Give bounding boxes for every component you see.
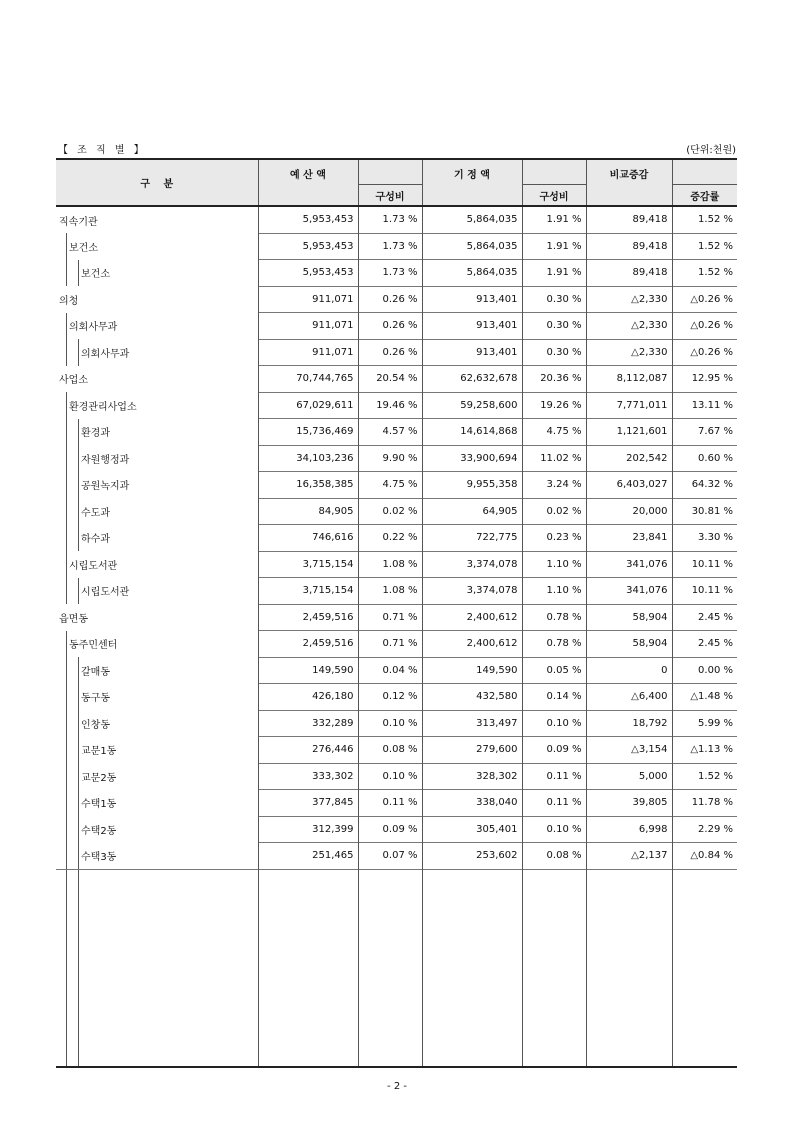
existing-cell: 722,775 bbox=[422, 525, 522, 552]
category-cell bbox=[56, 790, 258, 817]
header-budget-ratio: 구성비 bbox=[358, 185, 422, 207]
existing-ratio-cell: 0.08 % bbox=[522, 843, 586, 870]
existing-ratio-cell: 0.14 % bbox=[522, 684, 586, 711]
category-cell bbox=[56, 551, 258, 578]
filler-row bbox=[56, 869, 737, 1067]
budget-cell: 70,744,765 bbox=[258, 366, 358, 393]
filler-category-cell bbox=[56, 869, 258, 1067]
rate-cell: △0.26 % bbox=[672, 313, 737, 340]
existing-ratio-cell: 0.02 % bbox=[522, 498, 586, 525]
category-cell bbox=[56, 816, 258, 843]
category-cell bbox=[56, 604, 258, 631]
table-row bbox=[56, 604, 737, 631]
category-label: 직속기관 bbox=[59, 216, 98, 228]
category-cell bbox=[56, 260, 258, 287]
table-row bbox=[56, 578, 737, 605]
diff-cell: △3,154 bbox=[586, 737, 672, 764]
existing-ratio-cell: 0.30 % bbox=[522, 339, 586, 366]
existing-ratio-cell: 20.36 % bbox=[522, 366, 586, 393]
filler-cell bbox=[522, 869, 586, 1067]
category-label: 수택3동 bbox=[81, 852, 117, 863]
budget-ratio-cell: 1.73 % bbox=[358, 206, 422, 233]
section-title: 【 조 직 별 】 bbox=[58, 145, 147, 156]
header-diff-rate: 증감률 bbox=[672, 185, 737, 207]
existing-cell: 913,401 bbox=[422, 339, 522, 366]
existing-cell: 338,040 bbox=[422, 790, 522, 817]
category-label: 의청 bbox=[59, 295, 79, 307]
existing-ratio-cell: 0.11 % bbox=[522, 790, 586, 817]
category-cell bbox=[56, 498, 258, 525]
category-label: 공원녹지과 bbox=[81, 481, 130, 493]
existing-cell: 59,258,600 bbox=[422, 392, 522, 419]
rate-cell: 10.11 % bbox=[672, 578, 737, 605]
budget-cell: 911,071 bbox=[258, 286, 358, 313]
budget-cell: 2,459,516 bbox=[258, 604, 358, 631]
unit-label: (단위:천원) bbox=[686, 145, 736, 156]
budget-table bbox=[56, 158, 737, 1068]
diff-cell: 89,418 bbox=[586, 233, 672, 260]
filler-cell bbox=[258, 869, 358, 1067]
category-label: 읍면동 bbox=[59, 613, 88, 625]
budget-ratio-cell: 1.73 % bbox=[358, 260, 422, 287]
rate-cell: 1.52 % bbox=[672, 260, 737, 287]
budget-cell: 377,845 bbox=[258, 790, 358, 817]
budget-cell: 5,953,453 bbox=[258, 260, 358, 287]
diff-cell: 6,998 bbox=[586, 816, 672, 843]
rate-cell: △0.84 % bbox=[672, 843, 737, 870]
table-row bbox=[56, 472, 737, 499]
category-cell bbox=[56, 684, 258, 711]
category-cell bbox=[56, 419, 258, 446]
header-category: 구 분 bbox=[56, 159, 258, 206]
rate-cell: △0.26 % bbox=[672, 339, 737, 366]
rate-cell: 13.11 % bbox=[672, 392, 737, 419]
existing-cell: 279,600 bbox=[422, 737, 522, 764]
category-cell bbox=[56, 366, 258, 393]
category-cell bbox=[56, 763, 258, 790]
budget-cell: 911,071 bbox=[258, 339, 358, 366]
diff-cell: △2,137 bbox=[586, 843, 672, 870]
table-row bbox=[56, 525, 737, 552]
category-label: 의회사무과 bbox=[81, 348, 130, 360]
category-label: 수택1동 bbox=[81, 799, 117, 811]
budget-ratio-cell: 0.10 % bbox=[358, 763, 422, 790]
table-row bbox=[56, 233, 737, 260]
existing-ratio-cell: 4.75 % bbox=[522, 419, 586, 446]
budget-cell: 5,953,453 bbox=[258, 206, 358, 233]
category-cell bbox=[56, 843, 258, 870]
diff-cell: △2,330 bbox=[586, 286, 672, 313]
existing-cell: 2,400,612 bbox=[422, 631, 522, 658]
table-row bbox=[56, 366, 737, 393]
table-row bbox=[56, 710, 737, 737]
category-label: 동주민센터 bbox=[69, 640, 118, 652]
existing-ratio-cell: 0.78 % bbox=[522, 631, 586, 658]
category-label: 시립도서관 bbox=[81, 587, 130, 599]
existing-cell: 2,400,612 bbox=[422, 604, 522, 631]
budget-ratio-cell: 0.02 % bbox=[358, 498, 422, 525]
existing-ratio-cell: 11.02 % bbox=[522, 445, 586, 472]
budget-cell: 16,358,385 bbox=[258, 472, 358, 499]
category-cell bbox=[56, 313, 258, 340]
budget-ratio-cell: 0.12 % bbox=[358, 684, 422, 711]
budget-ratio-cell: 0.71 % bbox=[358, 631, 422, 658]
category-cell bbox=[56, 206, 258, 233]
budget-cell: 2,459,516 bbox=[258, 631, 358, 658]
budget-ratio-cell: 0.22 % bbox=[358, 525, 422, 552]
existing-ratio-cell: 0.30 % bbox=[522, 286, 586, 313]
rate-cell: 2.29 % bbox=[672, 816, 737, 843]
existing-ratio-cell: 1.10 % bbox=[522, 578, 586, 605]
rate-cell: 1.52 % bbox=[672, 206, 737, 233]
diff-cell: 1,121,601 bbox=[586, 419, 672, 446]
budget-ratio-cell: 0.10 % bbox=[358, 710, 422, 737]
existing-cell: 313,497 bbox=[422, 710, 522, 737]
rate-cell: 10.11 % bbox=[672, 551, 737, 578]
table-row bbox=[56, 763, 737, 790]
diff-cell: 39,805 bbox=[586, 790, 672, 817]
category-label: 하수과 bbox=[81, 534, 110, 546]
budget-cell: 251,465 bbox=[258, 843, 358, 870]
existing-cell: 5,864,035 bbox=[422, 206, 522, 233]
budget-ratio-cell: 1.08 % bbox=[358, 578, 422, 605]
existing-cell: 3,374,078 bbox=[422, 551, 522, 578]
budget-ratio-cell: 4.57 % bbox=[358, 419, 422, 446]
rate-cell: 64.32 % bbox=[672, 472, 737, 499]
existing-cell: 5,864,035 bbox=[422, 233, 522, 260]
diff-cell: 58,904 bbox=[586, 604, 672, 631]
budget-ratio-cell: 9.90 % bbox=[358, 445, 422, 472]
rate-cell: 7.67 % bbox=[672, 419, 737, 446]
category-cell bbox=[56, 233, 258, 260]
budget-cell: 3,715,154 bbox=[258, 578, 358, 605]
category-cell bbox=[56, 737, 258, 764]
header-diff: 비교증감 bbox=[586, 159, 672, 206]
budget-ratio-cell: 1.73 % bbox=[358, 233, 422, 260]
existing-cell: 913,401 bbox=[422, 313, 522, 340]
budget-cell: 34,103,236 bbox=[258, 445, 358, 472]
category-label: 보건소 bbox=[81, 269, 110, 281]
existing-cell: 328,302 bbox=[422, 763, 522, 790]
budget-ratio-cell: 0.26 % bbox=[358, 339, 422, 366]
rate-cell: △1.13 % bbox=[672, 737, 737, 764]
budget-cell: 15,736,469 bbox=[258, 419, 358, 446]
existing-ratio-cell: 0.09 % bbox=[522, 737, 586, 764]
page-number: - 2 - bbox=[387, 1081, 407, 1092]
table-row bbox=[56, 445, 737, 472]
diff-cell: 89,418 bbox=[586, 260, 672, 287]
existing-ratio-cell: 0.23 % bbox=[522, 525, 586, 552]
budget-cell: 911,071 bbox=[258, 313, 358, 340]
table-row bbox=[56, 498, 737, 525]
budget-cell: 67,029,611 bbox=[258, 392, 358, 419]
header-existing: 기 정 액 bbox=[422, 159, 522, 206]
existing-ratio-cell: 1.91 % bbox=[522, 260, 586, 287]
table-row bbox=[56, 551, 737, 578]
budget-cell: 3,715,154 bbox=[258, 551, 358, 578]
table-row bbox=[56, 206, 737, 233]
rate-cell: 30.81 % bbox=[672, 498, 737, 525]
diff-cell: 58,904 bbox=[586, 631, 672, 658]
budget-cell: 332,289 bbox=[258, 710, 358, 737]
existing-cell: 149,590 bbox=[422, 657, 522, 684]
header-budget: 예 산 액 bbox=[258, 159, 358, 206]
existing-ratio-cell: 3.24 % bbox=[522, 472, 586, 499]
diff-cell: 18,792 bbox=[586, 710, 672, 737]
category-label: 교문1동 bbox=[81, 746, 117, 758]
budget-ratio-cell: 0.04 % bbox=[358, 657, 422, 684]
diff-cell: △6,400 bbox=[586, 684, 672, 711]
existing-ratio-cell: 1.10 % bbox=[522, 551, 586, 578]
existing-ratio-cell: 1.91 % bbox=[522, 233, 586, 260]
diff-cell: 7,771,011 bbox=[586, 392, 672, 419]
table-row bbox=[56, 339, 737, 366]
diff-cell: 341,076 bbox=[586, 551, 672, 578]
category-cell bbox=[56, 631, 258, 658]
table-row bbox=[56, 816, 737, 843]
budget-ratio-cell: 20.54 % bbox=[358, 366, 422, 393]
diff-cell: 8,112,087 bbox=[586, 366, 672, 393]
category-cell bbox=[56, 392, 258, 419]
existing-cell: 253,602 bbox=[422, 843, 522, 870]
table-row bbox=[56, 737, 737, 764]
diff-cell: △2,330 bbox=[586, 339, 672, 366]
existing-cell: 62,632,678 bbox=[422, 366, 522, 393]
filler-cell bbox=[672, 869, 737, 1067]
existing-cell: 305,401 bbox=[422, 816, 522, 843]
rate-cell: 0.60 % bbox=[672, 445, 737, 472]
existing-cell: 913,401 bbox=[422, 286, 522, 313]
existing-cell: 5,864,035 bbox=[422, 260, 522, 287]
rate-cell: △1.48 % bbox=[672, 684, 737, 711]
category-label: 보건소 bbox=[69, 242, 98, 254]
budget-ratio-cell: 0.26 % bbox=[358, 286, 422, 313]
category-cell bbox=[56, 525, 258, 552]
category-cell bbox=[56, 445, 258, 472]
category-label: 수도과 bbox=[81, 507, 110, 519]
category-label: 사업소 bbox=[59, 375, 88, 387]
table-row bbox=[56, 419, 737, 446]
existing-cell: 432,580 bbox=[422, 684, 522, 711]
budget-ratio-cell: 0.07 % bbox=[358, 843, 422, 870]
existing-cell: 64,905 bbox=[422, 498, 522, 525]
table-row bbox=[56, 286, 737, 313]
category-label: 시립도서관 bbox=[69, 560, 118, 572]
category-label: 환경과 bbox=[81, 428, 110, 440]
budget-cell: 746,616 bbox=[258, 525, 358, 552]
diff-cell: 202,542 bbox=[586, 445, 672, 472]
diff-cell: 341,076 bbox=[586, 578, 672, 605]
budget-cell: 84,905 bbox=[258, 498, 358, 525]
existing-cell: 9,955,358 bbox=[422, 472, 522, 499]
budget-cell: 333,302 bbox=[258, 763, 358, 790]
rate-cell: 2.45 % bbox=[672, 604, 737, 631]
existing-ratio-cell: 0.10 % bbox=[522, 816, 586, 843]
budget-ratio-cell: 0.11 % bbox=[358, 790, 422, 817]
category-label: 자원행정과 bbox=[81, 454, 130, 466]
budget-ratio-cell: 19.46 % bbox=[358, 392, 422, 419]
budget-ratio-cell: 0.09 % bbox=[358, 816, 422, 843]
budget-cell: 426,180 bbox=[258, 684, 358, 711]
rate-cell: 12.95 % bbox=[672, 366, 737, 393]
diff-cell: 23,841 bbox=[586, 525, 672, 552]
existing-ratio-cell: 1.91 % bbox=[522, 206, 586, 233]
header-existing-ratio: 구성비 bbox=[522, 185, 586, 207]
diff-cell: 5,000 bbox=[586, 763, 672, 790]
rate-cell: 1.52 % bbox=[672, 233, 737, 260]
rate-cell: 0.00 % bbox=[672, 657, 737, 684]
filler-cell bbox=[358, 869, 422, 1067]
existing-ratio-cell: 0.10 % bbox=[522, 710, 586, 737]
table-row bbox=[56, 631, 737, 658]
rate-cell: 3.30 % bbox=[672, 525, 737, 552]
diff-cell: 89,418 bbox=[586, 206, 672, 233]
diff-cell: 6,403,027 bbox=[586, 472, 672, 499]
rate-cell: 2.45 % bbox=[672, 631, 737, 658]
existing-cell: 33,900,694 bbox=[422, 445, 522, 472]
category-label: 인창동 bbox=[81, 719, 110, 731]
category-label: 수택2동 bbox=[81, 825, 117, 837]
budget-cell: 5,953,453 bbox=[258, 233, 358, 260]
rate-cell: 1.52 % bbox=[672, 763, 737, 790]
budget-ratio-cell: 0.08 % bbox=[358, 737, 422, 764]
table-row bbox=[56, 790, 737, 817]
category-cell bbox=[56, 472, 258, 499]
budget-ratio-cell: 1.08 % bbox=[358, 551, 422, 578]
existing-cell: 3,374,078 bbox=[422, 578, 522, 605]
category-cell bbox=[56, 657, 258, 684]
category-label: 갈매동 bbox=[81, 666, 110, 678]
rate-cell: 11.78 % bbox=[672, 790, 737, 817]
existing-ratio-cell: 0.11 % bbox=[522, 763, 586, 790]
budget-ratio-cell: 0.26 % bbox=[358, 313, 422, 340]
table-row bbox=[56, 684, 737, 711]
table-row bbox=[56, 260, 737, 287]
existing-ratio-cell: 0.05 % bbox=[522, 657, 586, 684]
table-row bbox=[56, 657, 737, 684]
existing-ratio-cell: 0.78 % bbox=[522, 604, 586, 631]
budget-ratio-cell: 0.71 % bbox=[358, 604, 422, 631]
category-label: 교문2동 bbox=[81, 772, 117, 784]
diff-cell: 20,000 bbox=[586, 498, 672, 525]
existing-ratio-cell: 0.30 % bbox=[522, 313, 586, 340]
existing-ratio-cell: 19.26 % bbox=[522, 392, 586, 419]
filler-cell bbox=[586, 869, 672, 1067]
category-cell bbox=[56, 339, 258, 366]
table-row bbox=[56, 313, 737, 340]
table-row bbox=[56, 843, 737, 870]
rate-cell: △0.26 % bbox=[672, 286, 737, 313]
category-cell bbox=[56, 286, 258, 313]
existing-cell: 14,614,868 bbox=[422, 419, 522, 446]
filler-cell bbox=[422, 869, 522, 1067]
category-cell bbox=[56, 710, 258, 737]
rate-cell: 5.99 % bbox=[672, 710, 737, 737]
category-label: 환경관리사업소 bbox=[69, 401, 137, 413]
budget-cell: 312,399 bbox=[258, 816, 358, 843]
category-label: 동구동 bbox=[81, 693, 110, 705]
table-row bbox=[56, 392, 737, 419]
budget-cell: 276,446 bbox=[258, 737, 358, 764]
diff-cell: 0 bbox=[586, 657, 672, 684]
category-cell bbox=[56, 578, 258, 605]
budget-cell: 149,590 bbox=[258, 657, 358, 684]
budget-ratio-cell: 4.75 % bbox=[358, 472, 422, 499]
category-label: 의회사무과 bbox=[69, 322, 118, 334]
diff-cell: △2,330 bbox=[586, 313, 672, 340]
